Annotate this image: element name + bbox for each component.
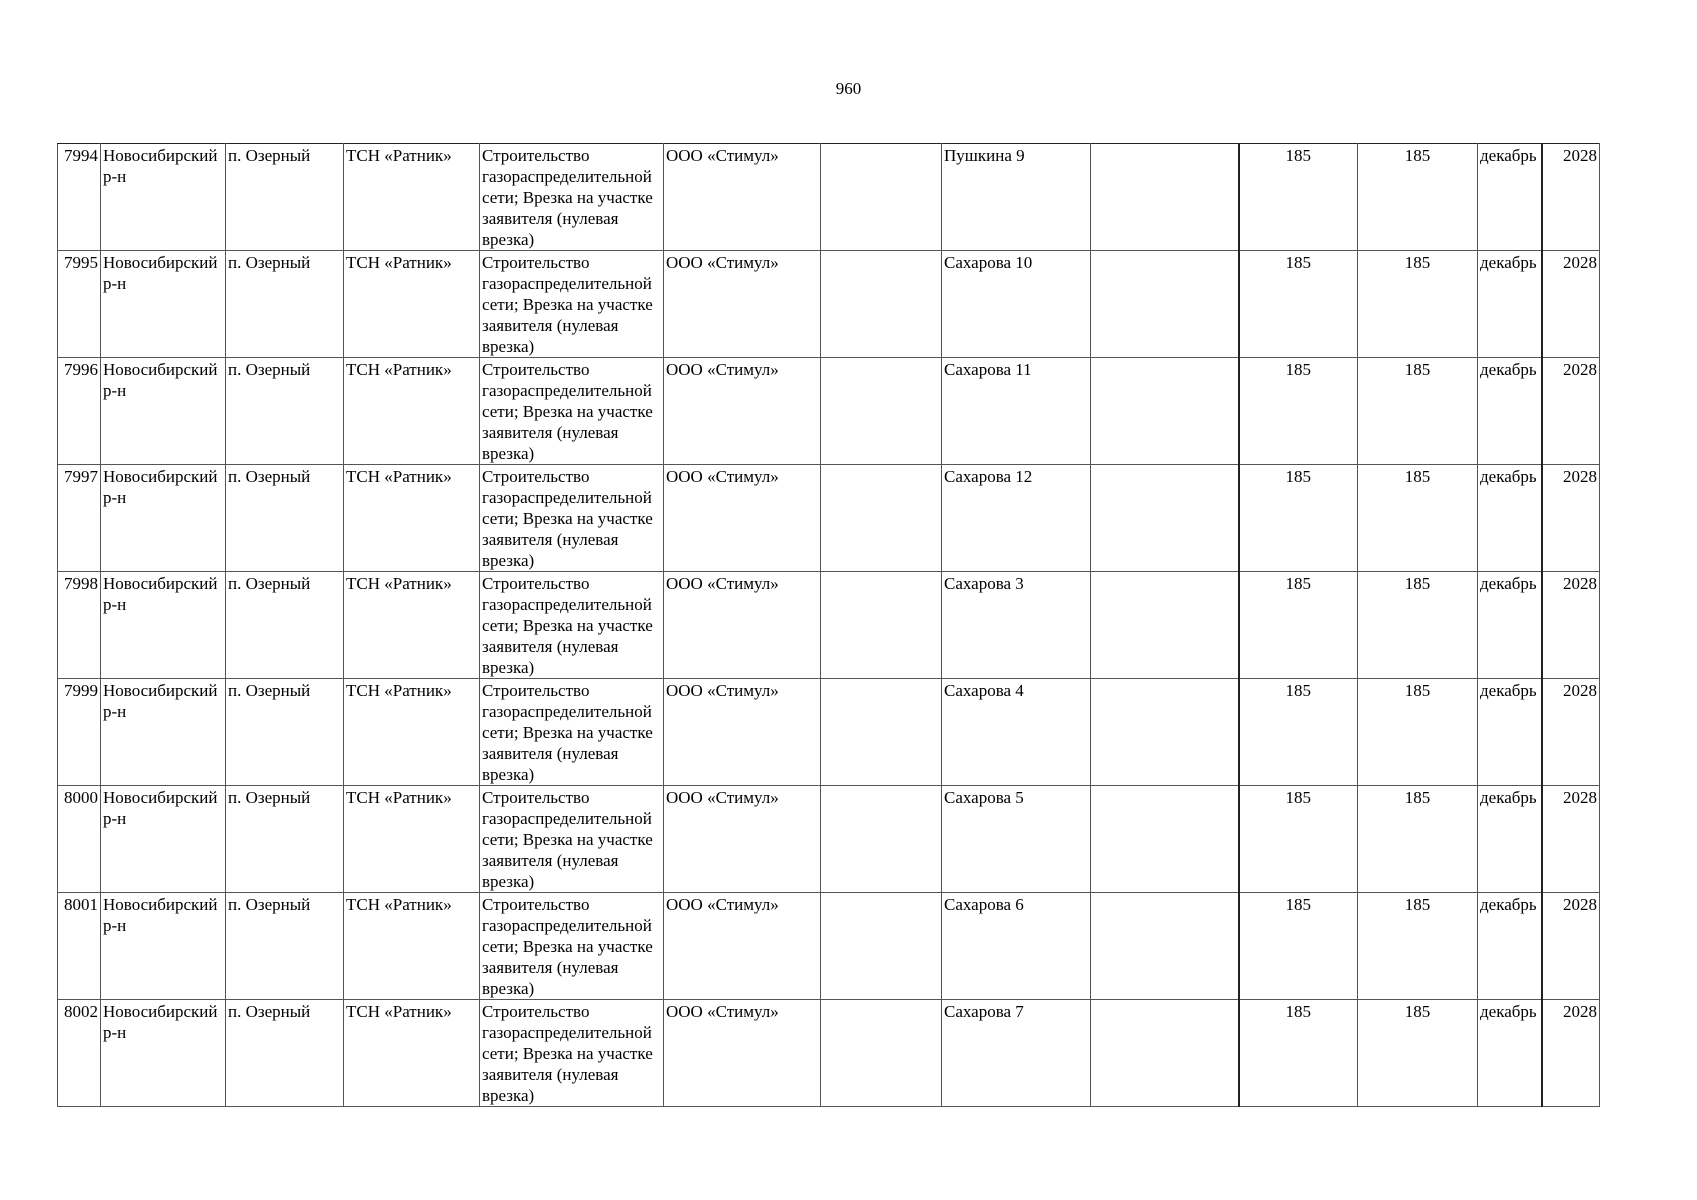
contractor-cell: ООО «Стимул» <box>664 465 821 572</box>
locality-cell: п. Озерный <box>226 679 344 786</box>
table-row <box>58 1000 1600 1107</box>
district-cell: Новосибирский р-н <box>101 786 226 893</box>
district-cell: Новосибирский р-н <box>101 679 226 786</box>
address-cell: Сахарова 10 <box>942 251 1091 358</box>
row-number-cell: 7994 <box>58 144 101 251</box>
table-row <box>58 144 1600 251</box>
blank-cell <box>821 465 942 572</box>
year-cell: 2028 <box>1542 251 1600 358</box>
year-cell: 2028 <box>1542 358 1600 465</box>
district-cell: Новосибирский р-н <box>101 572 226 679</box>
value-cell: 185 <box>1239 679 1358 786</box>
value-cell: 185 <box>1239 572 1358 679</box>
partner-cell: ТСН «Ратник» <box>344 786 480 893</box>
page-number: 960 <box>835 79 862 98</box>
table-row <box>58 679 1600 786</box>
blank-cell <box>821 786 942 893</box>
year-cell: 2028 <box>1542 572 1600 679</box>
district-cell: Новосибирский р-н <box>101 358 226 465</box>
year-cell: 2028 <box>1542 144 1600 251</box>
value-cell: 185 <box>1239 893 1358 1000</box>
blank-cell <box>821 1000 942 1107</box>
blank-cell <box>1091 1000 1239 1107</box>
contractor-cell: ООО «Стимул» <box>664 251 821 358</box>
row-number-cell: 7998 <box>58 572 101 679</box>
contractor-cell: ООО «Стимул» <box>664 786 821 893</box>
address-cell: Сахарова 4 <box>942 679 1091 786</box>
blank-cell <box>821 144 942 251</box>
value-cell: 185 <box>1358 144 1478 251</box>
blank-cell <box>1091 893 1239 1000</box>
partner-cell: ТСН «Ратник» <box>344 1000 480 1107</box>
value-cell: 185 <box>1239 1000 1358 1107</box>
district-cell: Новосибирский р-н <box>101 1000 226 1107</box>
value-cell: 185 <box>1358 465 1478 572</box>
value-cell: 185 <box>1358 893 1478 1000</box>
locality-cell: п. Озерный <box>226 893 344 1000</box>
locality-cell: п. Озерный <box>226 786 344 893</box>
work-description-cell: Строительство газораспределительной сети; Врезка на участке заявителя (нулевая врезка) <box>480 144 664 251</box>
district-cell: Новосибирский р-н <box>101 251 226 358</box>
contractor-cell: ООО «Стимул» <box>664 358 821 465</box>
row-number-cell: 7999 <box>58 679 101 786</box>
value-cell: 185 <box>1239 786 1358 893</box>
partner-cell: ТСН «Ратник» <box>344 144 480 251</box>
district-cell: Новосибирский р-н <box>101 465 226 572</box>
table-row <box>58 358 1600 465</box>
registry-body <box>58 144 1600 1107</box>
address-cell: Сахарова 3 <box>942 572 1091 679</box>
address-cell: Пушкина 9 <box>942 144 1091 251</box>
district-cell: Новосибирский р-н <box>101 893 226 1000</box>
value-cell: 185 <box>1358 679 1478 786</box>
blank-cell <box>1091 358 1239 465</box>
row-number-cell: 8001 <box>58 893 101 1000</box>
partner-cell: ТСН «Ратник» <box>344 251 480 358</box>
month-cell: декабрь <box>1478 251 1542 358</box>
year-cell: 2028 <box>1542 1000 1600 1107</box>
blank-cell <box>821 893 942 1000</box>
value-cell: 185 <box>1239 358 1358 465</box>
month-cell: декабрь <box>1478 786 1542 893</box>
value-cell: 185 <box>1358 251 1478 358</box>
month-cell: декабрь <box>1478 572 1542 679</box>
table-row <box>58 465 1600 572</box>
contractor-cell: ООО «Стимул» <box>664 679 821 786</box>
address-cell: Сахарова 7 <box>942 1000 1091 1107</box>
row-number-cell: 8000 <box>58 786 101 893</box>
blank-cell <box>821 572 942 679</box>
row-number-cell: 7995 <box>58 251 101 358</box>
address-cell: Сахарова 12 <box>942 465 1091 572</box>
locality-cell: п. Озерный <box>226 572 344 679</box>
value-cell: 185 <box>1358 786 1478 893</box>
row-number-cell: 7996 <box>58 358 101 465</box>
partner-cell: ТСН «Ратник» <box>344 465 480 572</box>
blank-cell <box>1091 465 1239 572</box>
year-cell: 2028 <box>1542 893 1600 1000</box>
work-description-cell: Строительство газораспределительной сети; Врезка на участке заявителя (нулевая врезка) <box>480 251 664 358</box>
blank-cell <box>1091 786 1239 893</box>
locality-cell: п. Озерный <box>226 144 344 251</box>
locality-cell: п. Озерный <box>226 465 344 572</box>
registry-table <box>57 143 1600 1107</box>
row-number-cell: 8002 <box>58 1000 101 1107</box>
work-description-cell: Строительство газораспределительной сети; Врезка на участке заявителя (нулевая врезка) <box>480 893 664 1000</box>
year-cell: 2028 <box>1542 465 1600 572</box>
blank-cell <box>1091 679 1239 786</box>
year-cell: 2028 <box>1542 786 1600 893</box>
partner-cell: ТСН «Ратник» <box>344 358 480 465</box>
work-description-cell: Строительство газораспределительной сети; Врезка на участке заявителя (нулевая врезка) <box>480 786 664 893</box>
value-cell: 185 <box>1358 1000 1478 1107</box>
month-cell: декабрь <box>1478 144 1542 251</box>
contractor-cell: ООО «Стимул» <box>664 893 821 1000</box>
work-description-cell: Строительство газораспределительной сети; Врезка на участке заявителя (нулевая врезка) <box>480 572 664 679</box>
contractor-cell: ООО «Стимул» <box>664 572 821 679</box>
partner-cell: ТСН «Ратник» <box>344 679 480 786</box>
blank-cell <box>1091 251 1239 358</box>
table-row <box>58 251 1600 358</box>
value-cell: 185 <box>1358 572 1478 679</box>
table-row <box>58 572 1600 679</box>
blank-cell <box>1091 572 1239 679</box>
contractor-cell: ООО «Стимул» <box>664 144 821 251</box>
work-description-cell: Строительство газораспределительной сети; Врезка на участке заявителя (нулевая врезка) <box>480 358 664 465</box>
month-cell: декабрь <box>1478 679 1542 786</box>
locality-cell: п. Озерный <box>226 358 344 465</box>
blank-cell <box>821 358 942 465</box>
row-number-cell: 7997 <box>58 465 101 572</box>
work-description-cell: Строительство газораспределительной сети; Врезка на участке заявителя (нулевая врезка) <box>480 679 664 786</box>
blank-cell <box>1091 144 1239 251</box>
month-cell: декабрь <box>1478 358 1542 465</box>
table-row <box>58 893 1600 1000</box>
partner-cell: ТСН «Ратник» <box>344 893 480 1000</box>
work-description-cell: Строительство газораспределительной сети; Врезка на участке заявителя (нулевая врезка) <box>480 465 664 572</box>
month-cell: декабрь <box>1478 1000 1542 1107</box>
address-cell: Сахарова 11 <box>942 358 1091 465</box>
locality-cell: п. Озерный <box>226 251 344 358</box>
value-cell: 185 <box>1239 465 1358 572</box>
value-cell: 185 <box>1239 144 1358 251</box>
partner-cell: ТСН «Ратник» <box>344 572 480 679</box>
table-row <box>58 786 1600 893</box>
blank-cell <box>821 251 942 358</box>
value-cell: 185 <box>1239 251 1358 358</box>
locality-cell: п. Озерный <box>226 1000 344 1107</box>
value-cell: 185 <box>1358 358 1478 465</box>
year-cell: 2028 <box>1542 679 1600 786</box>
contractor-cell: ООО «Стимул» <box>664 1000 821 1107</box>
address-cell: Сахарова 6 <box>942 893 1091 1000</box>
address-cell: Сахарова 5 <box>942 786 1091 893</box>
month-cell: декабрь <box>1478 465 1542 572</box>
blank-cell <box>821 679 942 786</box>
district-cell: Новосибирский р-н <box>101 144 226 251</box>
month-cell: декабрь <box>1478 893 1542 1000</box>
work-description-cell: Строительство газораспределительной сети; Врезка на участке заявителя (нулевая врезка) <box>480 1000 664 1107</box>
